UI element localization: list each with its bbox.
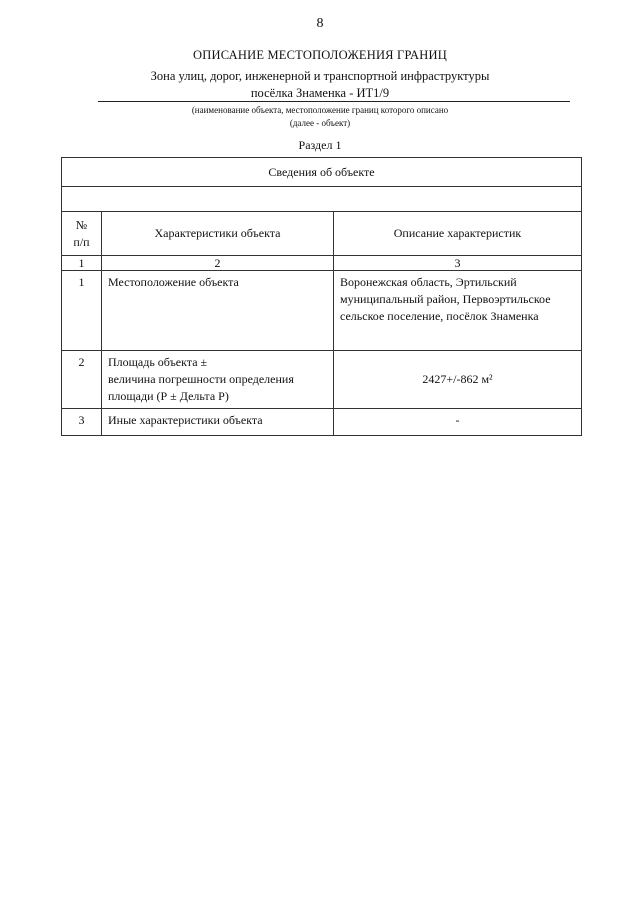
column-header-num-line: п/п bbox=[73, 234, 90, 249]
caption-line: (далее - объект) bbox=[289, 118, 351, 128]
table-row bbox=[62, 351, 582, 409]
row-number: 2 bbox=[62, 351, 102, 409]
column-header-description: Описание характеристик bbox=[334, 212, 582, 256]
row-characteristic-line: Площадь объекта ± bbox=[108, 355, 208, 369]
column-header-characteristic: Характеристики объекта bbox=[102, 212, 334, 256]
row-number: 3 bbox=[62, 409, 102, 436]
column-number-cell: 2 bbox=[102, 256, 334, 271]
title-underline bbox=[98, 101, 570, 102]
column-header-num bbox=[62, 212, 102, 256]
subtitle-line: Зона улиц, дорог, инженерной и транспортной инфраструктуры bbox=[150, 69, 490, 83]
column-header-num-line: № bbox=[75, 217, 88, 232]
row-characteristic: Местоположение объекта bbox=[102, 271, 334, 351]
row-description: Воронежская область, Эртильский муниципальный район, Первоэртильское сельское поселение, посёлок Знаменка bbox=[334, 271, 582, 351]
document-subtitle bbox=[0, 68, 640, 102]
row-characteristic-line: площади (Р ± Дельта Р) bbox=[108, 389, 229, 403]
column-number-cell: 1 bbox=[62, 256, 102, 271]
row-characteristic bbox=[102, 351, 334, 409]
row-characteristic-line: величина погрешности определения bbox=[108, 372, 294, 386]
page-number: 8 bbox=[316, 16, 324, 31]
table-row bbox=[62, 409, 582, 436]
document-title: ОПИСАНИЕ МЕСТОПОЛОЖЕНИЯ ГРАНИЦ bbox=[193, 48, 447, 62]
caption-line: (наименование объекта, местоположение границ которого описано bbox=[191, 105, 449, 115]
section-label: Раздел 1 bbox=[298, 138, 342, 152]
table-column-header-row bbox=[62, 212, 582, 256]
column-number-row bbox=[62, 256, 582, 271]
row-description: - bbox=[334, 409, 582, 436]
subtitle-line: посёлка Знаменка - ИТ1/9 bbox=[250, 86, 390, 100]
row-description: 2427+/-862 м² bbox=[334, 351, 582, 409]
table-header: Сведения об объекте bbox=[62, 158, 582, 187]
document-caption bbox=[0, 104, 640, 130]
object-info-table bbox=[61, 157, 582, 436]
row-characteristic: Иные характеристики объекта bbox=[102, 409, 334, 436]
table-header-row bbox=[62, 158, 582, 187]
row-number: 1 bbox=[62, 271, 102, 351]
table-row bbox=[62, 271, 582, 351]
table-spacer-cell bbox=[62, 187, 582, 212]
table-spacer-row bbox=[62, 187, 582, 212]
column-number-cell: 3 bbox=[334, 256, 582, 271]
